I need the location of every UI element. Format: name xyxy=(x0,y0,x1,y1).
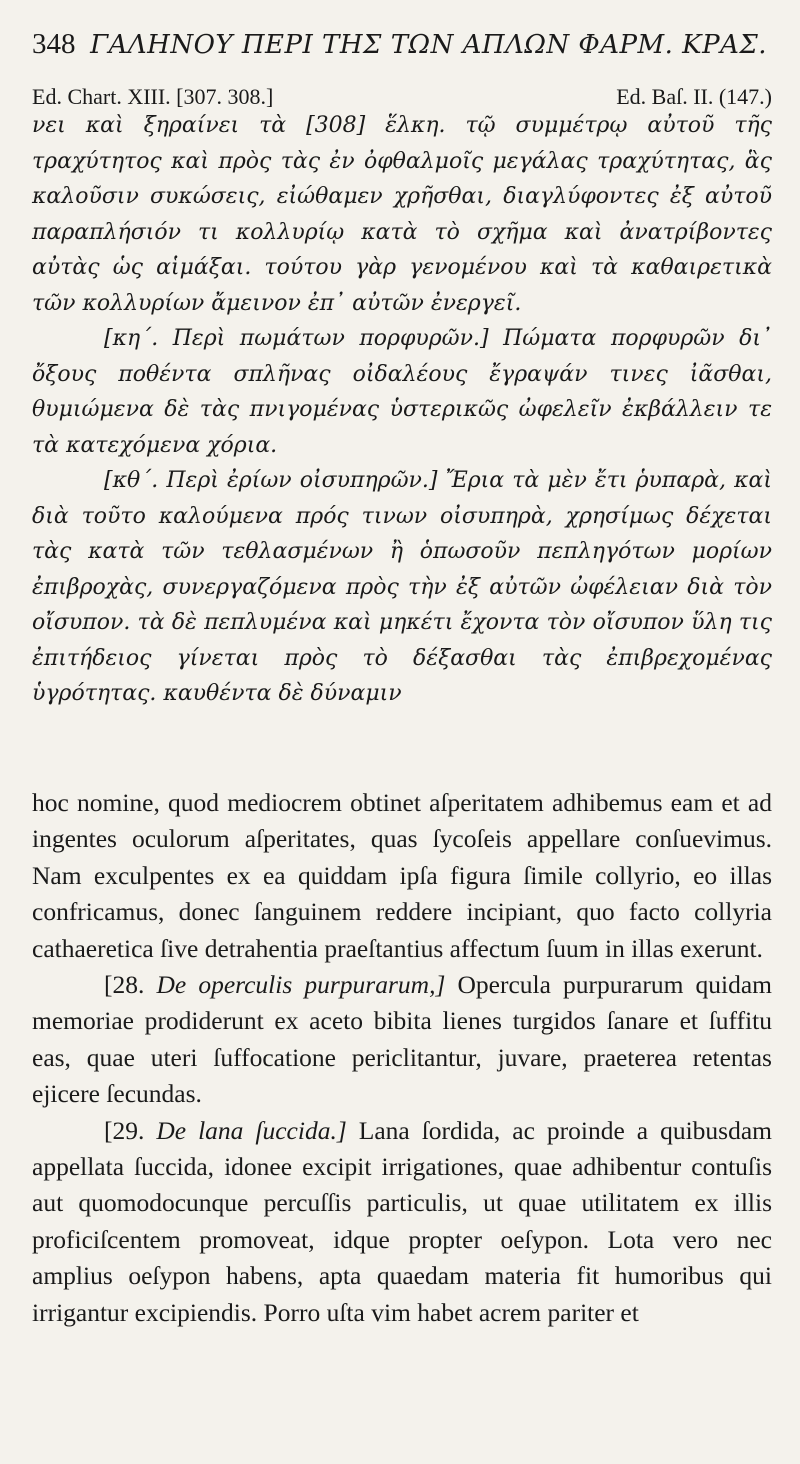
greek-section-28 xyxy=(32,321,772,463)
latin-section-number: [29. xyxy=(104,1115,145,1145)
latin-text-block xyxy=(32,785,772,1331)
edition-basel: Ed. Baſ. II. (147.) xyxy=(616,84,772,109)
edition-chartier: Ed. Chart. XIII. [307. 308.] xyxy=(32,84,274,109)
greek-section-heading: [κθ΄. Περὶ ἐρίων οἰσυπηρῶν.] xyxy=(104,468,438,493)
latin-paragraph: hoc nomine, quod mediocrem obtinet aſperitatem adhibemus eam et ad ingentes oculorum aſperitates, quas ſycoſeis appellare conſuevimus. Nam exculpentes ex ea quiddam ipſa figura ſimile collyrio, eo illas confricamus, donec ſanguinem reddere incipiant, quo facto collyria cathaeretica ſive detrahentia praeſtantius affectum ſuum in illas exerunt. xyxy=(32,788,772,963)
latin-section-28 xyxy=(32,967,772,1113)
latin-section-text: Lana ſordida, ac proinde a quibusdam appellata ſuccida, idonee excipit irrigationes, quae adhibentur contuſis aut quomodocunque percuſſis particulis, ut quae utilitatem ex illis proficiſcentem promoveat, idque propter oeſypon. Lota vero nec amplius oeſypon habens, apta quaedam materia fit humoribus qui irrigantur excipiendis. Porro uſta vim habet acrem pariter et xyxy=(32,1115,772,1327)
latin-section-title: De operculis purpurarum,] xyxy=(156,970,446,1000)
greek-text-block xyxy=(32,108,772,712)
greek-section-29 xyxy=(32,463,772,712)
latin-section-title: De lana ſuccida.] xyxy=(156,1115,347,1145)
running-head xyxy=(32,28,772,61)
latin-section-number: [28. xyxy=(104,970,145,1000)
greek-section-text: Ἔρια τὰ μὲν ἔτι ῥυπαρὰ, καὶ διὰ τοῦτο καλούμενα πρός τινων οἰσυπηρὰ, χρησίμως δέχεται τὰς κατὰ τῶν τεθλασμένων ἢ ὁπωσοῦν πεπληγότων μορίων ἐπιβροχὰς, συνεργαζόμενα πρὸς τὴν ἐξ αὐτῶν ὠφέλειαν διὰ τὸν οἴσυπον. τὰ δὲ πεπλυμένα καὶ μηκέτι ἔχοντα τὸν οἴσυπον ὕλη τις ἐπιτήδειος γίνεται πρὸς τὸ δέξασθαι τὰς ἐπιβρεχομένας ὑγρότητας. καυθέντα δὲ δύναμιν xyxy=(32,468,773,706)
page-number: 348 xyxy=(32,28,76,60)
latin-section-29 xyxy=(32,1113,772,1331)
running-title: ΓΑΛΗΝΟΥ ΠΕΡΙ ΤΗΣ ΤΩΝ ΑΠΛΩΝ ΦΑΡΜ. ΚΡΑΣ. xyxy=(90,30,767,60)
greek-section-text: Πώματα πορφυρῶν δι᾽ ὄξους ποθέντα σπλῆνας οἰδαλέους ἔγραψάν τινες ἰᾶσθαι, θυμιώμενα δὲ τὰς πνιγομένας ὑστερικῶς ὠφελεῖν ἐκβάλλειν τε τὰ κατεχόμενα χόρια. xyxy=(32,326,772,458)
latin-section-text: Opercula purpurarum quidam memoriae prodiderunt ex aceto bibita lienes turgidos ſanare et ſuffitu eas, quae uteri ſuffocatione periclitantur, juvare, praeterea retentas ejicere ſecundas. xyxy=(32,970,773,1109)
greek-paragraph: νει καὶ ξηραίνει τὰ [308] ἕλκη. τῷ συμμέτρῳ αὐτοῦ τῆς τραχύτητος καὶ πρὸς τὰς ἐν ὀφθαλμοῖς μεγάλας τραχύτητας, ἃς καλοῦσιν συκώσεις, εἰώθαμεν χρῆσθαι, διαγλύφοντες ἐξ αὐτοῦ παραπλήσιόν τι κολλυρίῳ κατὰ τὸ σχῆμα καὶ ἀνατρίβοντες αὐτὰς ὡς αἱμάξαι. τούτου γὰρ γενομένου καὶ τὰ καθαιρετικὰ τῶν κολλυρίων ἄμεινον ἐπ᾽ αὐτῶν ἐνεργεῖ. xyxy=(32,113,772,316)
greek-section-heading: [κη΄. Περὶ πωμάτων πορφυρῶν.] xyxy=(104,326,489,351)
